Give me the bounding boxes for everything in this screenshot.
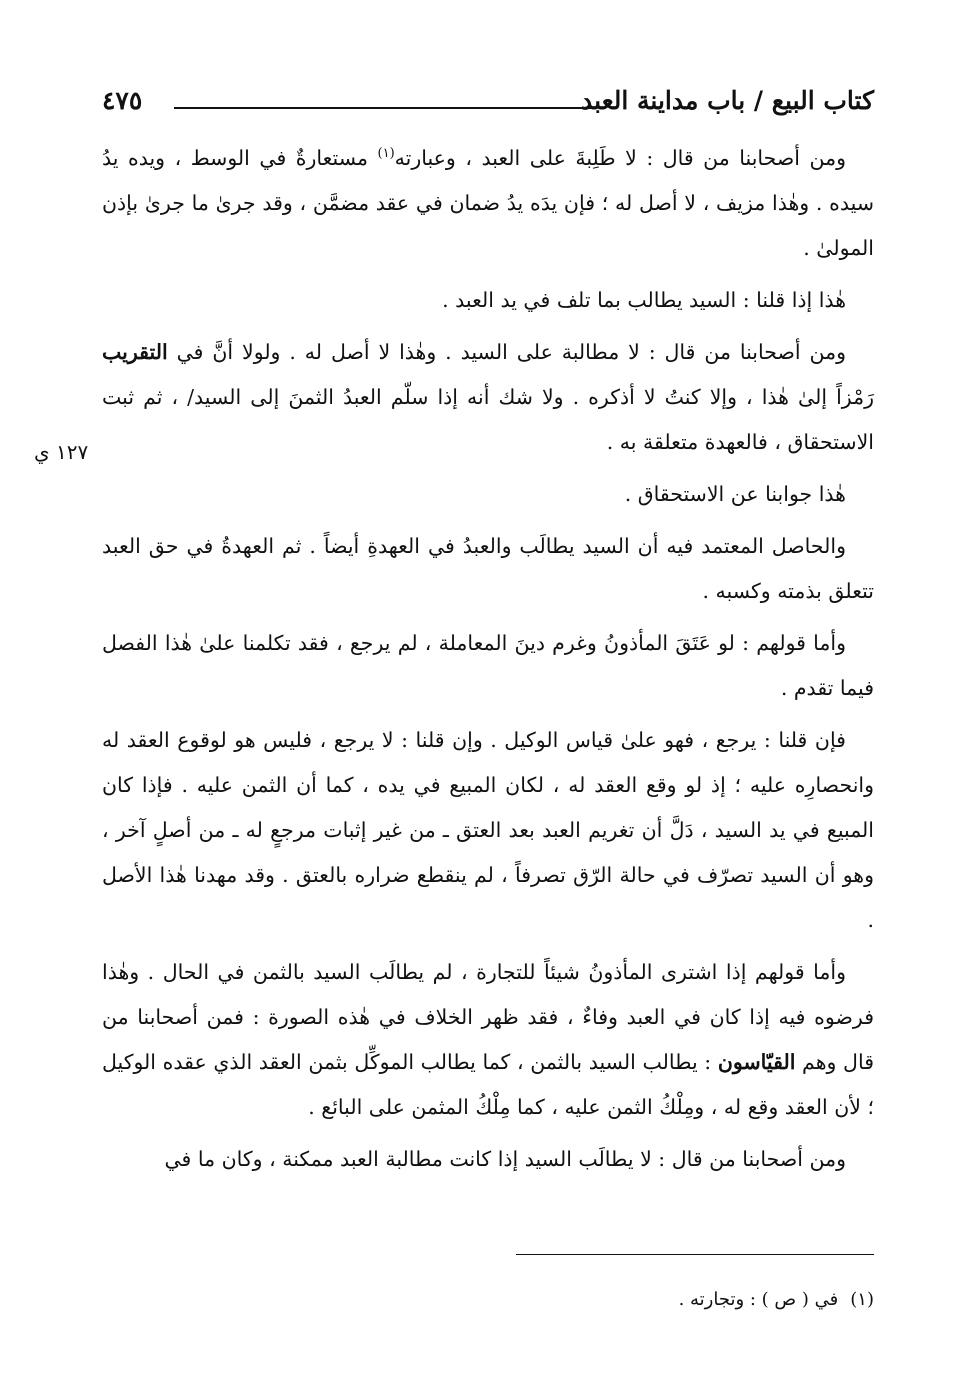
header-rule xyxy=(174,107,596,109)
paragraph-9: ومن أصحابنا من قال : لا يطالَب السيد إذا كانت مطالبة العبد ممكنة ، وكان ما في xyxy=(164,1147,846,1171)
paragraph-7: فإن قلنا : يرجع ، فهو علىٰ قياس الوكيل . وإن قلنا : لا يرجع ، فليس هو لوقوع العقد له وانحصارِه عليه ؛ إذ لو وقع العقد له ، لكان المبيع في يده ، كما أن الثمن عليه . فإذا كان المبيع في يد السيد ، دَلَّ أن تغريم العبد بعد العتق ـ من غير إثبات مرجعٍ له ـ من أصلٍ آخر ، وهو أن السيد تصرّف في حالة الرّق تصرفاً ، لم ينقطع ضراره بالعتق . وقد مهدنا هٰذا الأصل . xyxy=(102,728,874,932)
book-title-emphasis: التقريب xyxy=(102,340,168,364)
paragraph-text: وأما قولهم إذا اشترى المأذونُ شيئاً للتجارة ، لم يطالَب السيد بالثمن في الحال . وهٰذا فرضوه فيه إذا كان في العبد وفاءٌ ، فقد ظهر الخلاف في هٰذه الصورة : فمن أصحابنا من قال وهم xyxy=(102,960,874,1074)
main-text xyxy=(102,136,874,1189)
paragraph-2: هٰذا إذا قلنا : السيد يطالب بما تلف في يد العبد . xyxy=(442,288,846,312)
paragraph-1 xyxy=(102,136,874,271)
paragraph-4: هٰذا جوابنا عن الاستحقاق . xyxy=(624,482,846,506)
paragraph-text: رَمْزاً إلىٰ هٰذا ، وإلا كنتُ لا أذكره . ولا شك أنه إذا سلّم العبدُ الثمنَ إلى السيد/ ، ثم ثبت الاستحقاق ، فالعهدة متعلقة به . xyxy=(102,385,874,454)
footnote-separator xyxy=(516,1254,874,1255)
paragraph-6: وأما قولهم : لو عَتَقَ المأذونُ وغرم دينَ المعاملة ، لم يرجع ، فقد تكلمنا علىٰ هٰذا الفصل فيما تقدم . xyxy=(102,631,874,700)
page-header xyxy=(102,84,874,124)
footnote-text: في ( ص ) : وتجارته . xyxy=(678,1289,839,1310)
footnote xyxy=(679,1286,874,1314)
paragraph-5: والحاصل المعتمد فيه أن السيد يطالَب والعبدُ في العهدةِ أيضاً . ثم العهدةُ في حق العبد تتعلق بذمته وكسبه . xyxy=(102,534,874,603)
paragraph-text: مستعارةٌ في الوسط ، ويده يدُ سيده . وهٰذا مزيف ، لا أصل له ؛ فإن يدَه يدُ ضمان في عقد مضمَّن ، وقد جرىٰ ما جرىٰ بإذن المولىٰ . xyxy=(102,146,874,260)
footnote-reference[interactable]: (١) xyxy=(377,146,395,162)
paragraph-text: : يطالب السيد بالثمن ، كما يطالب الموكِّل بثمن العقد الذي عقده الوكيل ؛ لأن العقد وقع له ، ومِلْكُ الثمن عليه ، كما مِلْكُ المثمن على البائع . xyxy=(102,1050,874,1119)
paragraph-text: ومن أصحابنا من قال : لا مطالبة على السيد . وهٰذا لا أصل له . ولولا أنَّ في xyxy=(167,340,846,364)
paragraph-8 xyxy=(102,950,874,1130)
footnote-marker: (١) xyxy=(850,1289,874,1310)
page-number: ٤٧٥ xyxy=(102,86,143,115)
paragraph-3 xyxy=(102,330,874,465)
paragraph-text: ومن أصحابنا من قال : لا طَلِبةَ على العبد ، وعبارته xyxy=(394,146,846,170)
margin-note: ١٢٧ ي xyxy=(34,440,89,464)
running-title: كتاب البيع / باب مداينة العبد xyxy=(581,86,874,115)
group-name-emphasis: القيّاسون xyxy=(717,1050,796,1074)
